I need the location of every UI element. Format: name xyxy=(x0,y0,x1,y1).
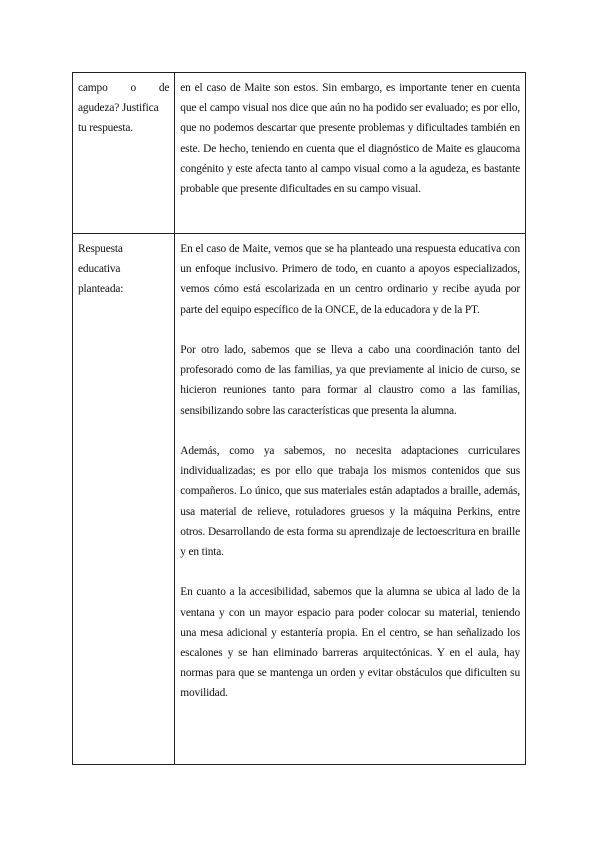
row-label-cell xyxy=(73,73,175,234)
row-label-text: campo o de agudeza? Justifica xyxy=(78,82,170,115)
content-paragraph: Además, como ya sabemos, no necesita adaptaciones curriculares individualizadas; es por ello que trabaja los mismos contenidos que sus compañeros. Lo único, que sus materiales están adaptados a braille, además, usa material de relieve, rotuladores gruesos y la máquina Perkins, entre otros. Desarrollando de esta forma su aprendizaje de lectoescritura en braille y en tinta. xyxy=(180,445,520,559)
content-paragraph: en el caso de Maite son estos. Sin embargo, es importante tener en cuenta que el campo visual nos dice que aún no ha podido ser evaluado; es por ello, que no podemos descartar que presente problemas y dificultades también en este. De hecho, teniendo en cuenta que el diagnóstico de Maite es glaucoma congénito y este afecta tanto al campo visual como a la agudeza, es bastante probable que presente dificultades en su campo visual. xyxy=(180,82,520,196)
content-paragraph: En cuanto a la accesibilidad, sabemos que la alumna se ubica al lado de la ventana y con un mayor espacio para poder colocar su material, teniendo una mesa adicional y estantería propia. En el centro, se han señalizado los escalones y se han eliminado barreras arquitectónicas. Y en el aula, hay normas para que se mantenga un orden y evitar obstáculos que dificulten su movilidad. xyxy=(180,586,520,700)
row-content-cell xyxy=(175,234,526,765)
row-label-text: tu respuesta. xyxy=(78,122,133,135)
content-paragraph: Por otro lado, sabemos que se lleva a cabo una coordinación tanto del profesorado como de las familias, ya que previamente al inicio de curso, se hicieron reuniones tanto para formar al claustro como a las familias, sensibilizando sobre las características que presenta la alumna. xyxy=(180,344,520,417)
row-label-cell xyxy=(73,234,175,765)
document-table xyxy=(72,72,526,765)
row-content-cell xyxy=(175,73,526,234)
content-paragraph: En el caso de Maite, vemos que se ha planteado una respuesta educativa con un enfoque inclusivo. Primero de todo, en cuanto a apoyos especializados, vemos cómo está escolarizada en un centro ordinario y recibe ayuda por parte del equipo específico de la ONCE, de la educadora y de la PT. xyxy=(180,243,520,316)
table-row xyxy=(73,234,526,765)
row-label-text: Respuesta educativa planteada: xyxy=(78,243,124,296)
table-row xyxy=(73,73,526,234)
